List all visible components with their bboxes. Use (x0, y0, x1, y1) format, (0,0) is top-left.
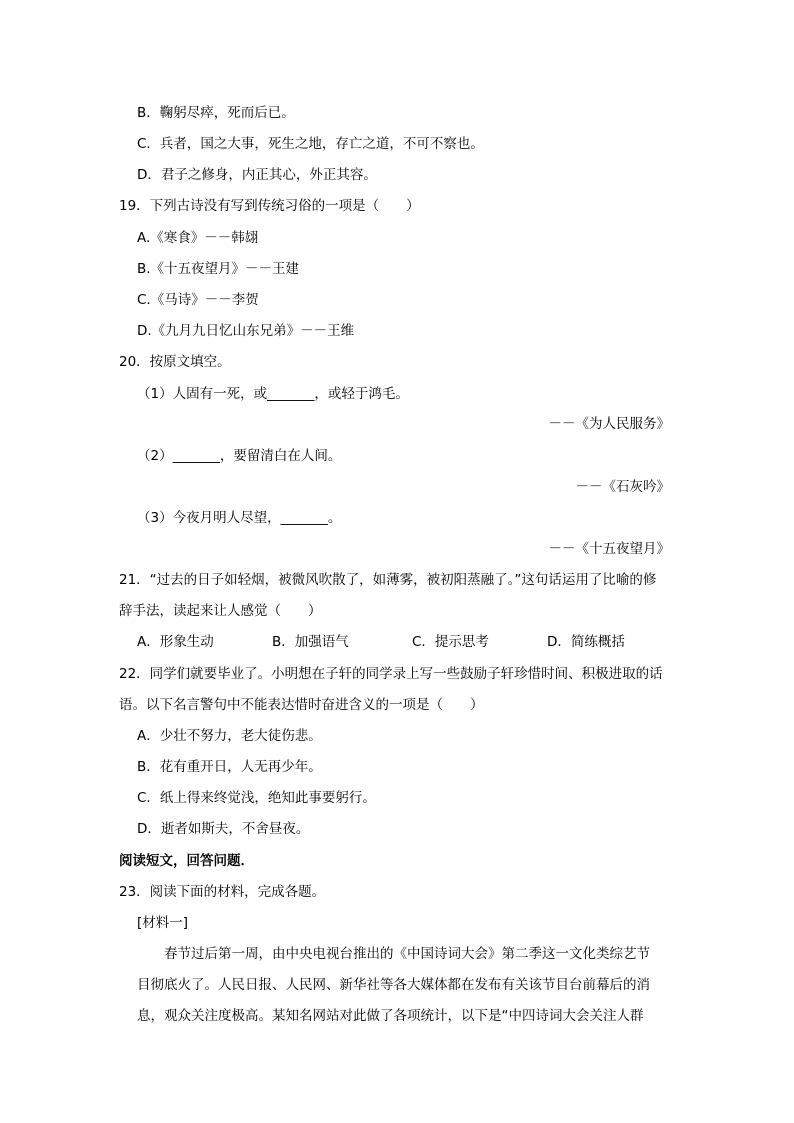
q23-material-label: [材料一] (137, 915, 189, 931)
q22-option-c: C．纸上得来终觉浅，绝知此事要躬行。 (137, 790, 376, 806)
q20-stem: 20．按原文填空。 (119, 354, 231, 370)
q21-option-b: B．加强语气 (272, 634, 349, 650)
q20-source-3: －－《十五夜望月》 (548, 541, 670, 557)
q21-stem-line-2: 辞手法，读起来让人感觉（ ） (119, 603, 322, 619)
q22-option-d: D．逝者如斯夫，不舍昼夜。 (137, 821, 310, 837)
q22-option-a: A．少壮不努力，老大徒伤悲。 (137, 728, 322, 744)
q20-item-2: （2）_______，要留清白在人间。 (137, 448, 342, 464)
q19-option-b: B.《十五夜望月》－－王建 (137, 261, 300, 277)
q22-stem-line-2: 语。以下名言警句中不能表达惜时奋进含义的一项是（ ） (119, 697, 484, 713)
q21-stem-line-1: 21．“过去的日子如轻烟，被微风吹散了，如薄雾，被初阳蒸融了。”这句话运用了比喻的修 (119, 572, 657, 588)
q23-stem: 23．阅读下面的材料，完成各题。 (119, 884, 326, 900)
q19-option-a: A.《寒食》－－韩翃 (137, 230, 259, 246)
q21-option-d: D．简练概括 (547, 634, 625, 650)
q21-option-c: C．提示思考 (412, 634, 489, 650)
q20-source-1: －－《为人民服务》 (548, 416, 670, 432)
q19-stem: 19．下列古诗没有写到传统习俗的一项是（ ） (119, 198, 420, 214)
q21-option-a: A．形象生动 (137, 634, 214, 650)
q18-option-c: C．兵者，国之大事，死生之地，存亡之道，不可不察也。 (137, 136, 484, 152)
q23-paragraph-line-3: 息，观众关注度极高。某知名网站对此做了各项统计，以下是“中四诗词大会关注人群 (137, 1008, 644, 1024)
q23-paragraph-line-1: 春节过后第一周，由中央电视台推出的《中国诗词大会》第二季这一文化类综艺节 (164, 946, 650, 962)
q19-option-c: C.《马诗》－－李贺 (137, 292, 259, 308)
q20-source-2: －－《石灰吟》 (575, 479, 670, 495)
q22-stem-line-1: 22．同学们就要毕业了。小明想在子轩的同学录上写一些鼓励子轩珍惜时间、积极进取的话 (119, 666, 663, 682)
q20-item-1: （1）人固有一死，或_______，或轻于鸿毛。 (137, 386, 409, 402)
q23-paragraph-line-2: 目彻底火了。人民日报、人民网、新华社等各大媒体都在发布有关该节目台前幕后的消 (137, 977, 650, 993)
q19-option-d: D.《九月九日忆山东兄弟》－－王维 (137, 323, 355, 339)
q20-item-3: （3）今夜月明人尽望，_______。 (137, 510, 342, 526)
section-heading: 阅读短文，回答问题． (119, 853, 254, 869)
q18-option-d: D．君子之修身，内正其心，外正其容。 (137, 167, 377, 183)
q18-option-b: B．鞠躬尽瘁，死而后已。 (137, 105, 295, 121)
q22-option-b: B．花有重开日，人无再少年。 (137, 759, 322, 775)
